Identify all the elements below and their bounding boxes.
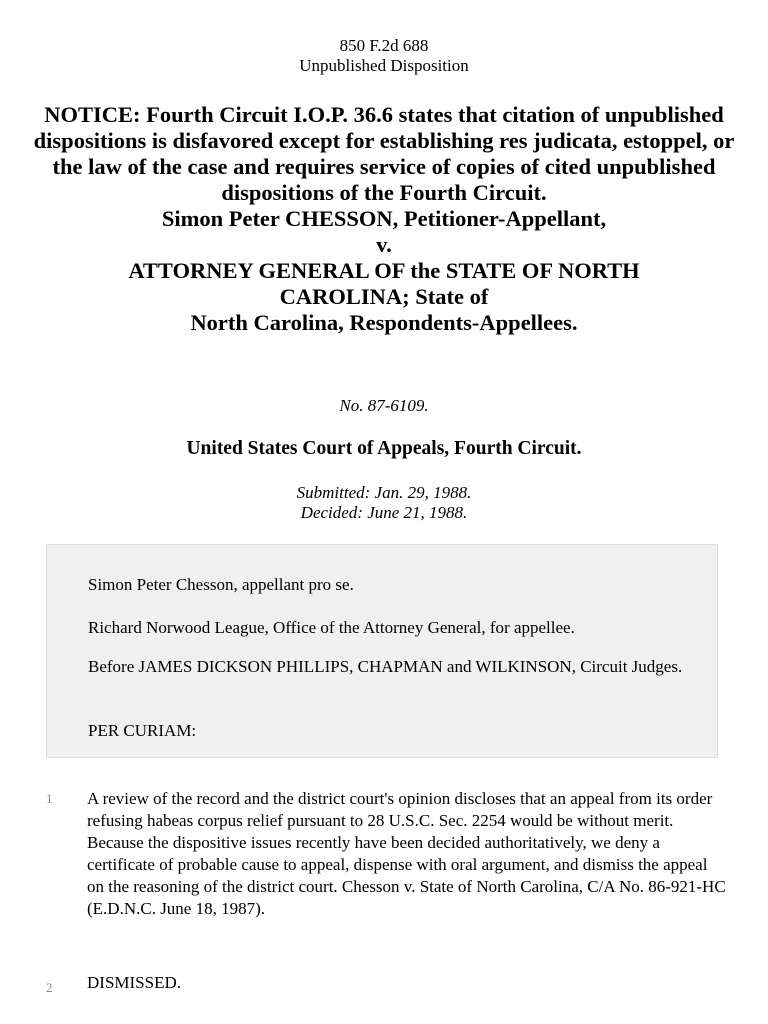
petitioner-name: Simon Peter CHESSON, Petitioner-Appellant,: [161, 206, 607, 231]
versus-label: v.: [376, 232, 392, 257]
paragraph-number: 2: [46, 980, 53, 995]
paragraph-number: 1: [46, 791, 53, 806]
per-curiam-label: PER CURIAM:: [88, 721, 197, 740]
court-name: United States Court of Appeals, Fourth Circuit.: [186, 438, 582, 459]
respondent-line-1: ATTORNEY GENERAL OF the STATE OF NORTH CAROLINA; State of: [128, 258, 640, 309]
reporter-citation: 850 F.2d 688: [339, 36, 429, 55]
submitted-date: Submitted: Jan. 29, 1988.: [296, 483, 472, 502]
disposition-paragraph: DISMISSED.: [87, 973, 181, 992]
notice-text: NOTICE: Fourth Circuit I.O.P. 36.6 states that citation of unpublished dispositions is disfavored except for establishing res judicata, estoppel, or the law of the case and requires service of copies of cited unpublished dispositions of the Fourth Circuit.: [33, 102, 735, 205]
decided-date: Decided: June 21, 1988.: [300, 503, 468, 522]
appellee-counsel: Richard Norwood League, Office of the Attorney General, for appellee.: [88, 618, 575, 637]
appellant-counsel: Simon Peter Chesson, appellant pro se.: [88, 575, 354, 594]
respondent-line-2: North Carolina, Respondents-Appellees.: [190, 310, 578, 335]
citation-header: [0, 36, 768, 76]
opinion-paragraph: A review of the record and the district court's opinion discloses that an appeal from its order refusing habeas corpus relief pursuant to 28 U.S.C. Sec. 2254 would be without merit. Because the dispositive issues recently have been decided authoritatively, we deny a certificate of probable cause to appeal, dispense with oral argument, and dismiss the appeal on the reasoning of the district court. Chesson v. State of North Carolina, C/A No. 86-921-HC (E.D.N.C. June 18, 1987).: [87, 789, 726, 918]
disposition-label: Unpublished Disposition: [299, 56, 469, 75]
docket-number: No. 87-6109.: [339, 396, 429, 415]
panel-judges: Before JAMES DICKSON PHILLIPS, CHAPMAN and WILKINSON, Circuit Judges.: [88, 657, 683, 676]
counsel-box: [46, 544, 718, 758]
case-dates: [0, 483, 768, 523]
case-caption: [30, 102, 738, 336]
